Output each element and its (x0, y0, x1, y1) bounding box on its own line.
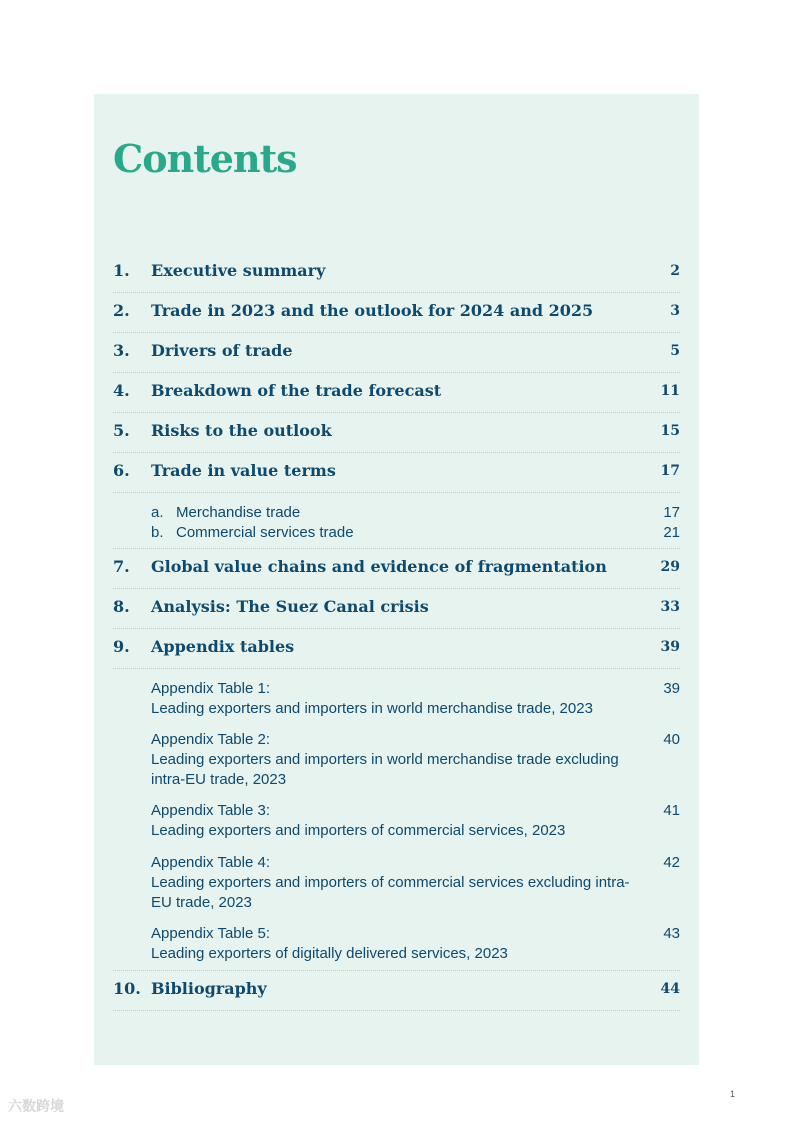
table-of-contents (113, 253, 680, 1011)
toc-subentry-services[interactable] (151, 523, 680, 543)
toc-entry-label: Bibliography (151, 979, 267, 998)
toc-subentry-page: 21 (663, 524, 680, 541)
toc-entry-label: Breakdown of the trade forecast (151, 381, 442, 400)
page-title: Contents (113, 136, 297, 181)
appendix-page: 39 (663, 680, 680, 697)
toc-entry-page: 2 (670, 263, 680, 279)
appendix-description: Leading exporters and importers in world merchandise trade excluding intra-EU trade, 2023 (151, 751, 619, 788)
toc-entry-label: Appendix tables (151, 637, 295, 656)
appendix-page: 41 (663, 802, 680, 819)
toc-entry-number: 6. (113, 461, 130, 480)
watermark-logo: 六数跨境 (8, 1098, 64, 1114)
appendix-page: 42 (663, 854, 680, 871)
toc-entry-number: 2. (113, 301, 130, 320)
toc-entry-4[interactable] (113, 373, 680, 413)
toc-entry-1[interactable] (113, 253, 680, 293)
toc-subentry-merchandise[interactable] (151, 503, 680, 523)
toc-subentries-6 (113, 493, 680, 549)
toc-entry-number: 3. (113, 341, 130, 360)
toc-subentry-label: Merchandise trade (176, 504, 301, 521)
appendix-title: Appendix Table 3: (151, 802, 270, 819)
toc-entry-number: 7. (113, 557, 130, 576)
appendix-description: Leading exporters and importers of commercial services excluding intra-EU trade, 2023 (151, 874, 630, 911)
appendix-description: Leading exporters of digitally delivered services, 2023 (151, 945, 508, 962)
toc-entry-10[interactable] (113, 971, 680, 1011)
appendix-page: 40 (663, 731, 680, 748)
toc-subentry-letter: b. (151, 524, 164, 541)
toc-appendix-table-4[interactable] (151, 853, 680, 913)
toc-appendix-table-3[interactable] (151, 801, 680, 841)
appendix-description: Leading exporters and importers of commercial services, 2023 (151, 822, 566, 839)
toc-entry-5[interactable] (113, 413, 680, 453)
toc-subentry-page: 17 (663, 504, 680, 521)
toc-subentry-letter: a. (151, 504, 164, 521)
toc-entry-number: 8. (113, 597, 130, 616)
toc-entry-page: 39 (660, 639, 680, 655)
toc-entry-page: 15 (660, 423, 680, 439)
toc-subentry-label: Commercial services trade (176, 524, 354, 541)
toc-entry-page: 11 (660, 383, 680, 399)
toc-entry-number: 9. (113, 637, 130, 656)
toc-entry-label: Global value chains and evidence of fragmentation (151, 557, 607, 576)
toc-entry-label: Trade in 2023 and the outlook for 2024 and 2025 (151, 301, 594, 320)
toc-appendix-list (113, 669, 680, 971)
page-number: 1 (730, 1089, 736, 1099)
toc-entry-7[interactable] (113, 549, 680, 589)
toc-entry-label: Executive summary (151, 261, 326, 280)
toc-entry-page: 29 (660, 559, 680, 575)
toc-entry-8[interactable] (113, 589, 680, 629)
toc-entry-number: 10. (113, 979, 141, 998)
toc-appendix-table-1[interactable] (151, 679, 680, 719)
toc-entry-page: 44 (660, 981, 680, 997)
toc-entry-2[interactable] (113, 293, 680, 333)
appendix-title: Appendix Table 4: (151, 854, 270, 871)
toc-appendix-table-5[interactable] (151, 924, 680, 964)
toc-entry-label: Trade in value terms (151, 461, 336, 480)
toc-entry-number: 4. (113, 381, 130, 400)
toc-entry-label: Risks to the outlook (151, 421, 332, 440)
appendix-title: Appendix Table 1: (151, 680, 270, 697)
toc-entry-page: 5 (670, 343, 680, 359)
toc-entry-label: Analysis: The Suez Canal crisis (151, 597, 429, 616)
appendix-title: Appendix Table 5: (151, 925, 270, 942)
appendix-description: Leading exporters and importers in world merchandise trade, 2023 (151, 700, 593, 717)
toc-entry-6[interactable] (113, 453, 680, 493)
toc-appendix-table-2[interactable] (151, 730, 680, 790)
toc-entry-page: 17 (660, 463, 680, 479)
toc-entry-page: 3 (670, 303, 680, 319)
toc-entry-number: 1. (113, 261, 130, 280)
toc-entry-page: 33 (660, 599, 680, 615)
appendix-title: Appendix Table 2: (151, 731, 270, 748)
toc-entry-label: Drivers of trade (151, 341, 293, 360)
appendix-page: 43 (663, 925, 680, 942)
toc-entry-number: 5. (113, 421, 130, 440)
toc-entry-3[interactable] (113, 333, 680, 373)
toc-entry-9[interactable] (113, 629, 680, 669)
